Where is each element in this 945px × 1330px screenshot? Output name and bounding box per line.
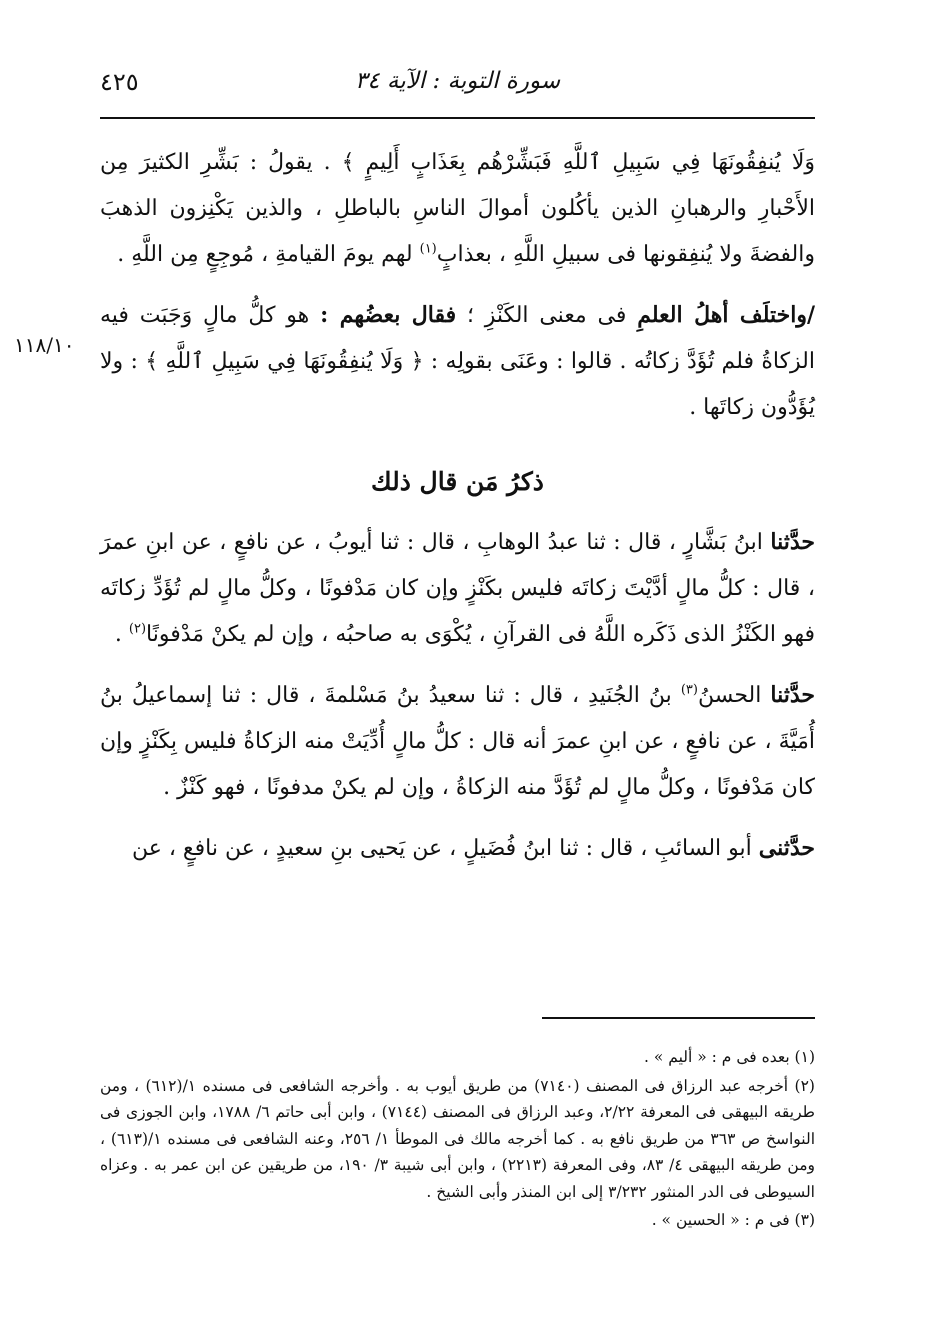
paragraph-3-text: ابنُ بَشَّارٍ ، قال : ثنا عبدُ الوهابِ ، قال : ثنا أيوبُ ، عن نافعٍ ، عن ابنِ عمرَ ، قال : كلُّ مالٍ أدَّيْتَ زكاتَه فليس بكَنْزٍ وإن كان مَدْفونًا ، وكلُّ مالٍ لم تُؤَدِّ زكاتَه فهو الكَنْزُ الذى ذَكَره اللَّهُ فى القرآنِ ، يُكْوَى به صاحبُه ، وإن لم يكنْ مَدْفونًا [100, 530, 815, 647]
paragraph-5-text: أبو السائبِ ، قال : ثنا ابنُ فُضَيلٍ ، عن يَحيى بنِ سعيدٍ ، عن نافعٍ ، عن [131, 836, 752, 861]
paragraph-1-end: لهم يومَ القيامةِ ، مُوجِعٍ مِن اللَّهِ . [117, 242, 413, 267]
footnotes [100, 1044, 815, 1236]
header-divider [100, 117, 815, 119]
paragraph-2-text-a: فى معنى الكَنْزِ ؛ [466, 303, 627, 328]
running-header [100, 66, 815, 106]
margin-reference: ١١٨/١٠ [14, 333, 75, 357]
paragraph-5 [100, 825, 815, 872]
footnote-marker-1: (١) [419, 241, 437, 257]
paragraph-2-bold: فقال بعضُهم : [320, 302, 457, 328]
paragraph-3-end: . [114, 622, 122, 647]
paragraph-2-text-b: هو كلُّ مالٍ وَجَبَت فيه الزكاةُ فلم تُؤَدَّ زكاتُه . قالوا : وعَنَى بقولِه : ﴿ وَلَا يُنفِقُونَهَا فِي سَبِيلِ ٱللَّهِ ﴾ : ولا يُؤَدُّون زكاتَها . [100, 303, 815, 420]
paragraph-4-text-a: الحسنُ [697, 683, 762, 708]
paragraph-2-lead: /واختلَف أهلُ العلمِ [637, 302, 816, 328]
paragraph-1 [100, 140, 815, 278]
main-text [100, 140, 815, 872]
footnote-divider [542, 1017, 815, 1019]
paragraph-3 [100, 519, 815, 658]
paragraph-1-text: وَلَا يُنفِقُونَهَا فِي سَبِيلِ ٱللَّهِ فَبَشِّرْهُم بِعَذَابٍ أَلِيمٍ ﴾ . يقولُ : بَشِّرِ الكثيرَ مِن الأَحْبارِ والرهبانِ الذين يأكُلون أموالَ الناسِ بالباطلِ ، والذين يَكْنِزون الذهبَ والفضةَ ولا يُنفِقونها فى سبيلِ اللَّهِ ، بعذابٍ [100, 150, 815, 267]
paragraph-4-text-b: بنُ الجُنَيدِ ، قال : ثنا سعيدُ بنُ مَسْلمةَ ، قال : ثنا إسماعيلُ بنُ أُمَيَّةَ ، عن نافعٍ ، عن ابنِ عمرَ أنه قال : كلُّ مالٍ أُدِّيَتْ منه الزكاةُ فليس بِكَنْزٍ وإن كان مَدْفونًا ، وكلُّ مالٍ لم تُؤَدَّ منه الزكاةُ ، وإن لم يكنْ مدفونًا ، فهو كَنْزٌ . [100, 683, 815, 800]
page-number: ٤٢٥ [100, 68, 139, 96]
footnote-3: (٣) فى م : « الحسين » . [651, 1211, 815, 1229]
paragraph-3-lead: حدَّثنا [770, 529, 815, 555]
running-title: سورة التوبة : الآية ٣٤ [354, 68, 561, 94]
footnote-1: (١) بعده فى م : « أليم » . [644, 1048, 815, 1066]
footnote-2: (٢) أخرجه عبد الرزاق فى المصنف (٧١٤٠) من طريق أيوب به . وأخرجه الشافعى فى مسنده ١/(٦١٢) ، ومن طريقه البيهقى فى المعرفة ٢/٢٢، وعبد الرزاق فى المصنف (٧١٤٤) ، وابن أبى حاتم ٦/ ١٧٨٨، وابن الجوزى فى النواسخ ص ٣٦٣ من طريق نافع به . كما أخرجه مالك فى الموطأ ١/ ٢٥٦، وعنه الشافعى فى مسنده ١/(٦١٣) ، ومن طريقه البيهقى ٤/ ٨٣، وفى المعرفة (٢٢١٣) ، وابن أبى شيبة ٣/ ١٩٠، من طريقين عن ابن عمر به . وعزاه السيوطى فى الدر المنثور ٣/٢٣٢ إلى ابن المنذر وأبى الشيخ . [100, 1076, 816, 1201]
paragraph-4-lead: حدَّثنا [770, 682, 815, 708]
section-heading: ذكرُ مَن قال ذلك [371, 467, 544, 496]
paragraph-2 [100, 292, 815, 431]
paragraph-5-lead: حدَّثنى [758, 835, 815, 861]
footnote-marker-3: (٣) [680, 682, 698, 698]
paragraph-4 [100, 672, 815, 811]
footnote-marker-2: (٢) [128, 621, 147, 637]
